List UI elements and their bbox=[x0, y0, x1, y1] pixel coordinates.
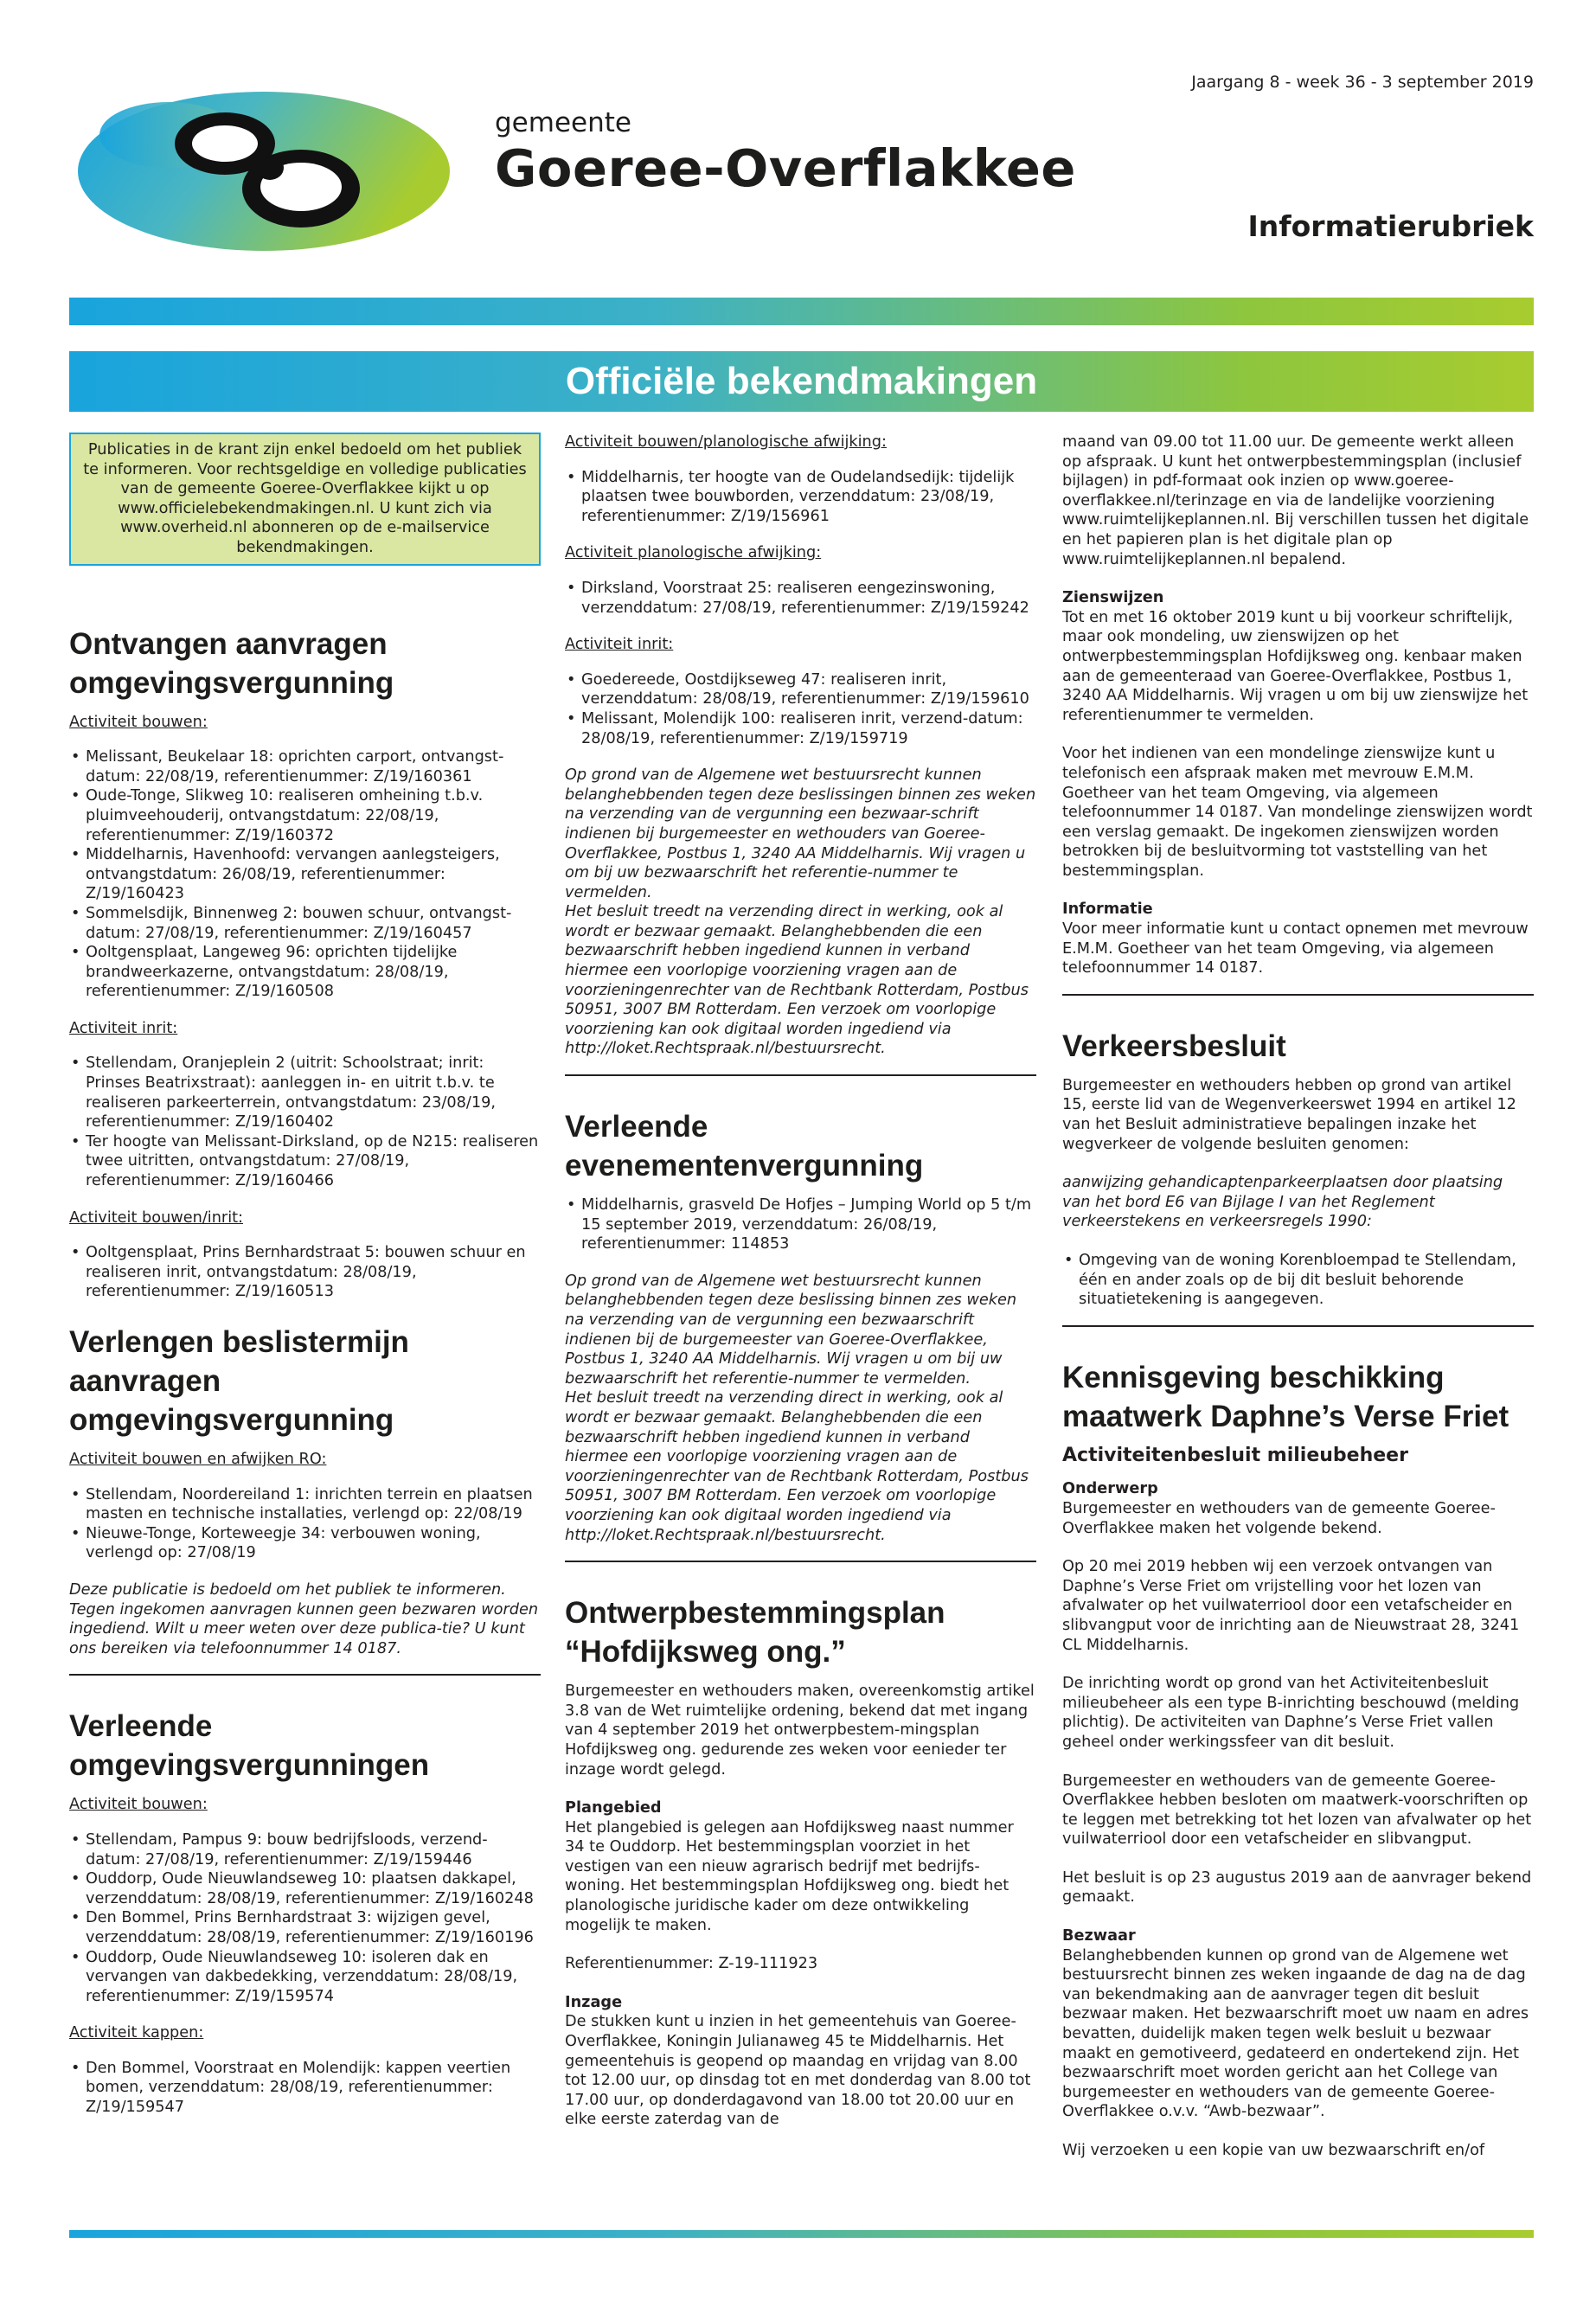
list-item: • Ooltgensplaat, Langeweg 96: oprichten tijdelijke brandweerkazerne, ontvangstdatum: 28/08/19, referentienummer: Z/19/160508 bbox=[69, 943, 541, 1002]
item-list bbox=[1062, 1251, 1534, 1310]
section-title: Ontwerpbestemmingsplan “Hofdijksweg ong.” bbox=[565, 1596, 945, 1670]
subheading: Activiteit bouwen: bbox=[69, 713, 208, 731]
item-list bbox=[69, 747, 541, 1002]
banner-title: Officiële bekendmakingen bbox=[565, 360, 1038, 402]
paragraph: Het besluit is op 23 augustus 2019 aan de aanvrager bekend gemaakt. bbox=[1062, 1868, 1532, 1907]
paragraph: Voor het indienen van een mondelinge zienswijze kunt u telefonisch een afspraak maken met mevrouw E.M.M. Goetheer van het team Omgeving, via algemeen telefoonnummer 14 0187. Van mondelinge zienswijzen wordt een verslag gemaakt. De ingekomen zienswijzen worden betrokken bij de besluitvorming tot vaststelling van het bestemmingsplan. bbox=[1062, 745, 1533, 880]
paragraph: aanwijzing gehandicaptenparkeerplaatsen door plaatsing van het bord E6 van Bijlage I van het Reglement verkeerstekens en verkeersregels 1990: bbox=[1062, 1174, 1503, 1231]
list-item: • Dirksland, Voorstraat 25: realiseren eengezinswoning, verzenddatum: 27/08/19, referentienummer: Z/19/159242 bbox=[565, 579, 1036, 618]
list-item: • Ouddorp, Oude Nieuwlandseweg 10: isoleren dak en vervangen van dakbedekking, verzenddatum: 28/08/19, referentienummer: Z/19/159574 bbox=[69, 1948, 541, 2007]
subheading: Activiteit planologische afwijking: bbox=[565, 544, 822, 562]
item-list bbox=[69, 1485, 541, 1563]
legal-text: Op grond van de Algemene wet bestuursrecht kunnen belanghebbenden tegen deze beslissingen binnen zes weken na verzending van de vergunning een bezwaar-schrift indienen bij burgemeester en wethouders van Goeree-Overflakkee, Postbus 1, 3240 AA Middelharnis. Wij vragen u om bij uw bezwaarschrift het referentie-nummer te vermelden. bbox=[565, 766, 1036, 901]
item-list bbox=[565, 1195, 1036, 1254]
paragraph-heading: Zienswijzen bbox=[1062, 589, 1164, 607]
item-list bbox=[69, 1830, 541, 2006]
divider bbox=[1062, 994, 1534, 996]
list-item: • Omgeving van de woning Korenbloempad te Stellendam, één en ander zoals op de bij dit besluit behorende situatietekening is aangegeven. bbox=[1062, 1251, 1534, 1310]
divider bbox=[565, 1074, 1036, 1076]
paragraph-heading: Plangebied bbox=[565, 1799, 662, 1817]
subheading: Activiteit inrit: bbox=[565, 636, 674, 654]
subheading: Activiteit inrit: bbox=[69, 1019, 178, 1037]
paragraph: Burgemeester en wethouders van de gemeente Goeree-Overflakkee maken het volgende bekend. bbox=[1062, 1499, 1496, 1537]
list-item: • Middelharnis, Havenhoofd: vervangen aanlegsteigers, ontvangstdatum: 26/08/19, referentienummer: Z/19/160423 bbox=[69, 845, 541, 904]
item-list bbox=[565, 579, 1036, 618]
brand-small: gemeente bbox=[495, 107, 631, 138]
gemeente-logo bbox=[69, 76, 450, 258]
list-item: • Stellendam, Pampus 9: bouw bedrijfsloods, verzend-datum: 27/08/19, referentienummer: Z/19/159446 bbox=[69, 1830, 541, 1869]
list-item: • Middelharnis, ter hoogte van de Oudelandsedijk: tijdelijk plaatsen twee bouwborden, verzenddatum: 23/08/19, referentienummer: Z/19/156961 bbox=[565, 468, 1036, 527]
paragraph-heading: Informatie bbox=[1062, 901, 1153, 919]
paragraph: Op 20 mei 2019 hebben wij een verzoek ontvangen van Daphne’s Verse Friet om vrijstelling voor het lozen van afvalwater op het vuilwaterriool door een vetafscheider en slibvangput voor de inrichting aan de Nieuwstraat 28, 3241 CL Middelharnis. bbox=[1062, 1558, 1520, 1654]
list-item: • Goedereede, Oostdijkseweg 47: realiseren inrit, verzenddatum: 28/08/19, referentienummer: Z/19/159610 bbox=[565, 670, 1036, 709]
footer-bar bbox=[69, 2230, 1534, 2238]
notice-text: Deze publicatie is bedoeld om het publiek te informeren. Tegen ingekomen aanvragen kunnen geen bezwaren worden ingediend. Wilt u meer weten over deze publica-tie? U kunt ons bereiken via telefoonnummer 14 0187. bbox=[69, 1580, 539, 1657]
paragraph-heading: Inzage bbox=[565, 1993, 623, 2011]
section-title: Verleende evenementenvergunning bbox=[565, 1110, 924, 1183]
paragraph: De stukken kunt u inzien in het gemeentehuis van Goeree-Overflakkee, Koningin Julianaweg 45 te Middelharnis. Het gemeentehuis is geopend op maandag en vrijdag van 8.00 tot 12.00 uur, op dinsdag tot en met donderdag van 8.00 tot 17.00 uur, op donderdagavond van 18.00 tot 20.00 uur en elke eerste zaterdag van de bbox=[565, 2013, 1031, 2129]
paragraph: maand van 09.00 tot 11.00 uur. De gemeente werkt alleen op afspraak. U kunt het ontwerpbestemmingsplan (inclusief bijlagen) in pdf-formaat ook inzien op www.goeree-overflakkee.nl/terinzage en via de landelijke voorziening www.ruimtelijkeplannen.nl. Bij verschillen tussen het digitale en het papieren plan is het digitale plan op www.ruimtelijkeplannen.nl bepalend. bbox=[1062, 433, 1529, 568]
list-item: • Stellendam, Noordereiland 1: inrichten terrein en plaatsen masten en technische installaties, verlengd op: 22/08/19 bbox=[69, 1485, 541, 1524]
paragraph: De inrichting wordt op grond van het Activiteitenbesluit milieubeheer als een type B-inrichting beschouwd (melding plichtig). De activiteiten van Daphne’s Verse Friet vallen geheel onder werkingssfeer van dit besluit. bbox=[1062, 1675, 1520, 1751]
legal-text: Het besluit treedt na verzending direct in werking, ook al wordt er bezwaar gemaakt. Belanghebbenden die een bezwaarschrift hebben ingediend kunnen in verband hiermee een voorlopige voorziening vragen aan de voorzieningenrechter van de Rechtbank Rotterdam, Postbus 50951, 3007 BM Rotterdam. Een verzoek om voorlopige voorziening kan ook digitaal worden ingediend via http://loket.Rechtspraak.nl/bestuursrecht. bbox=[565, 903, 1029, 1058]
notice-box: Publicaties in de krant zijn enkel bedoeld om het publiek te informeren. Voor rechtsgeldige en volledige publicaties van de gemeente Goeree-Overflakkee kijkt u op www.officielebekendmakingen.nl. U kunt zich via www.overheid.nl abonneren op de e-mailservice bekendmakingen. bbox=[69, 433, 541, 566]
section-title: Verlengen beslistermijn aanvragen omgevingsvergunning bbox=[69, 1325, 409, 1437]
paragraph: Belanghebbenden kunnen op grond van de Algemene wet bestuursrecht binnen zes weken ingaande de dag na de dag van bekendmaking aan de aanvrager tegen dit besluit bezwaar maken. Het bezwaarschrift moet uw naam en adres bevatten, duidelijk maken tegen welk besluit u bezwaar maakt en gemotiveerd, gedateerd en ondertekend zijn. Het bezwaarschrift moet worden gericht aan het College van burgemeester en wethouders van de gemeente Goeree-Overflakkee o.v.v. “Awb-bezwaar”. bbox=[1062, 1946, 1529, 2121]
legal-text: Op grond van de Algemene wet bestuursrecht kunnen belanghebbenden tegen deze beslissing binnen zes weken na verzending van de vergunning een bezwaarschrift indienen bij de burgemeester van Goeree-Overflakkee, Postbus 1, 3240 AA Middelharnis. Wij vragen u om bij uw bezwaarschrift het referentie-nummer te vermelden. bbox=[565, 1272, 1017, 1388]
list-item: • Den Bommel, Prins Bernhardstraat 3: wijzigen gevel, verzenddatum: 28/08/19, referentienummer: Z/19/160196 bbox=[69, 1908, 541, 1947]
paragraph: Voor meer informatie kunt u contact opnemen met mevrouw E.M.M. Goetheer van het team Omgeving, via algemeen telefoonnummer 14 0187. bbox=[1062, 920, 1529, 977]
paragraph-heading: Onderwerp bbox=[1062, 1480, 1158, 1498]
section-title: Kennisgeving beschikking maatwerk Daphne’s Verse Friet bbox=[1062, 1360, 1509, 1433]
reference-number: Referentienummer: Z-19-111923 bbox=[565, 1955, 818, 1973]
list-item: • Melissant, Molendijk 100: realiseren inrit, verzend-datum: 28/08/19, referentienummer: Z/19/159719 bbox=[565, 709, 1036, 748]
list-item: • Nieuwe-Tonge, Korteweegje 34: verbouwen woning, verlengd op: 27/08/19 bbox=[69, 1524, 541, 1563]
section-title: Verkeersbesluit bbox=[1062, 1029, 1286, 1063]
paragraph: Tot en met 16 oktober 2019 kunt u bij voorkeur schriftelijk, maar ook mondeling, uw zienswijzen op het ontwerpbestemmingsplan Hofdijksweg ong. kenbaar maken aan de gemeenteraad van Goeree-Overflakkee, Postbus 1, 3240 AA Middelharnis. Wij vragen u om bij uw zienswijze het referentienummer te vermelden. bbox=[1062, 608, 1529, 724]
column-3 bbox=[1062, 433, 1534, 2180]
column-1 bbox=[69, 433, 541, 2135]
paragraph: Het plangebied is gelegen aan Hofdijksweg naast nummer 34 te Ouddorp. Het bestemmingsplan voorziet in het vestigen van een nieuw agrarisch bedrijf met bedrijfs-woning. Het bestemmingsplan Hofdijksweg ong. biedt het planologische juridische kader om deze ontwikkeling mogelijk te maken. bbox=[565, 1818, 1014, 1934]
section-title: Verleende omgevingsvergunningen bbox=[69, 1709, 430, 1783]
list-item: • Melissant, Beukelaar 18: oprichten carport, ontvangst-datum: 22/08/19, referentienummer: Z/19/160361 bbox=[69, 747, 541, 786]
subheading: Activiteit bouwen/planologische afwijking: bbox=[565, 433, 887, 451]
list-item: • Middelharnis, grasveld De Hofjes – Jumping World op 5 t/m 15 september 2019, verzenddatum: 26/08/19, referentienummer: 114853 bbox=[565, 1195, 1036, 1254]
issue-line: Jaargang 8 - week 36 - 3 september 2019 bbox=[1191, 73, 1534, 92]
item-list bbox=[69, 2059, 541, 2118]
subheading: Activiteit bouwen en afwijken RO: bbox=[69, 1451, 327, 1468]
list-item: • Ouddorp, Oude Nieuwlandseweg 10: plaatsen dakkapel, verzenddatum: 28/08/19, referentienummer: Z/19/160248 bbox=[69, 1869, 541, 1908]
subheading: Activiteit kappen: bbox=[69, 2024, 204, 2042]
divider bbox=[565, 1561, 1036, 1562]
paragraph: Burgemeester en wethouders maken, overeenkomstig artikel 3.8 van de Wet ruimtelijke ordening, bekend dat met ingang van 4 september 2019 het ontwerpbestem-mingsplan Hofdijksweg ong. gedurende zes weken voor eenieder ter inzage wordt gelegd. bbox=[565, 1682, 1035, 1779]
divider bbox=[69, 1674, 541, 1676]
paragraph-heading: Bezwaar bbox=[1062, 1927, 1136, 1945]
list-item: • Sommelsdijk, Binnenweg 2: bouwen schuur, ontvangst-datum: 27/08/19, referentienummer: Z/19/160457 bbox=[69, 904, 541, 943]
brand-title: Goeree-Overflakkee bbox=[495, 138, 1076, 198]
list-item: • Ooltgensplaat, Prins Bernhardstraat 5: bouwen schuur en realiseren inrit, ontvangstdatum: 28/08/19, referentienummer: Z/19/160513 bbox=[69, 1243, 541, 1302]
subheading: Activiteit bouwen/inrit: bbox=[69, 1208, 244, 1227]
item-list bbox=[565, 670, 1036, 748]
list-item: • Oude-Tonge, Slikweg 10: realiseren omheining t.b.v. pluimveehouderij, ontvangstdatum: 22/08/19, referentienummer: Z/19/160372 bbox=[69, 786, 541, 845]
subheading: Activiteit bouwen: bbox=[69, 1796, 208, 1814]
list-item: • Den Bommel, Voorstraat en Molendijk: kappen veertien bomen, verzenddatum: 28/08/19, referentienummer: Z/19/159547 bbox=[69, 2059, 541, 2118]
section-subtitle: Activiteitenbesluit milieubeheer bbox=[1062, 1444, 1408, 1466]
gradient-bar bbox=[69, 298, 1534, 325]
paragraph: Wij verzoeken u een kopie van uw bezwaarschrift en/of bbox=[1062, 2142, 1485, 2159]
banner bbox=[69, 351, 1534, 412]
divider bbox=[1062, 1325, 1534, 1327]
list-item: • Stellendam, Oranjeplein 2 (uitrit: Schoolstraat; inrit: Prinses Beatrixstraat): aanleggen in- en uitrit t.b.v. te realiseren parkeerterrein, ontvangstdatum: 23/08/19, referentienummer: Z/19/160402 bbox=[69, 1054, 541, 1131]
item-list bbox=[69, 1243, 541, 1302]
legal-text: Het besluit treedt na verzending direct in werking, ook al wordt er bezwaar gemaakt. Belanghebbenden die een bezwaarschrift hebben ingediend kunnen in verband hiermee een voorlopige voorziening vragen aan de voorzieningenrechter van de Rechtbank Rotterdam, Postbus 50951, 3007 BM Rotterdam. Een verzoek om voorlopige voorziening kan ook digitaal worden ingediend via http://loket.Rechtspraak.nl/bestuursrecht. bbox=[565, 1389, 1029, 1544]
item-list bbox=[565, 468, 1036, 527]
list-item: • Ter hoogte van Melissant-Dirksland, op de N215: realiseren twee uitritten, ontvangstdatum: 27/08/19, referentienummer: Z/19/160466 bbox=[69, 1132, 541, 1191]
section-title: Ontvangen aanvragen omgevingsvergunning bbox=[69, 626, 394, 700]
item-list bbox=[69, 1054, 541, 1190]
paragraph: Burgemeester en wethouders van de gemeente Goeree-Overflakkee hebben besloten om maatwerk-voorschriften op te leggen met betrekking tot het lozen van afvalwater op het vuilwaterriool door een vetafscheider en slibvangput. bbox=[1062, 1772, 1532, 1849]
column-2 bbox=[565, 433, 1036, 2149]
section-label: Informatierubriek bbox=[1247, 209, 1534, 243]
paragraph: Burgemeester en wethouders hebben op grond van artikel 15, eerste lid van de Wegenverkeerswet 1994 en artikel 12 van het Besluit administratieve bepalingen inzake het wegverkeer de volgende besluiten genomen: bbox=[1062, 1076, 1516, 1153]
